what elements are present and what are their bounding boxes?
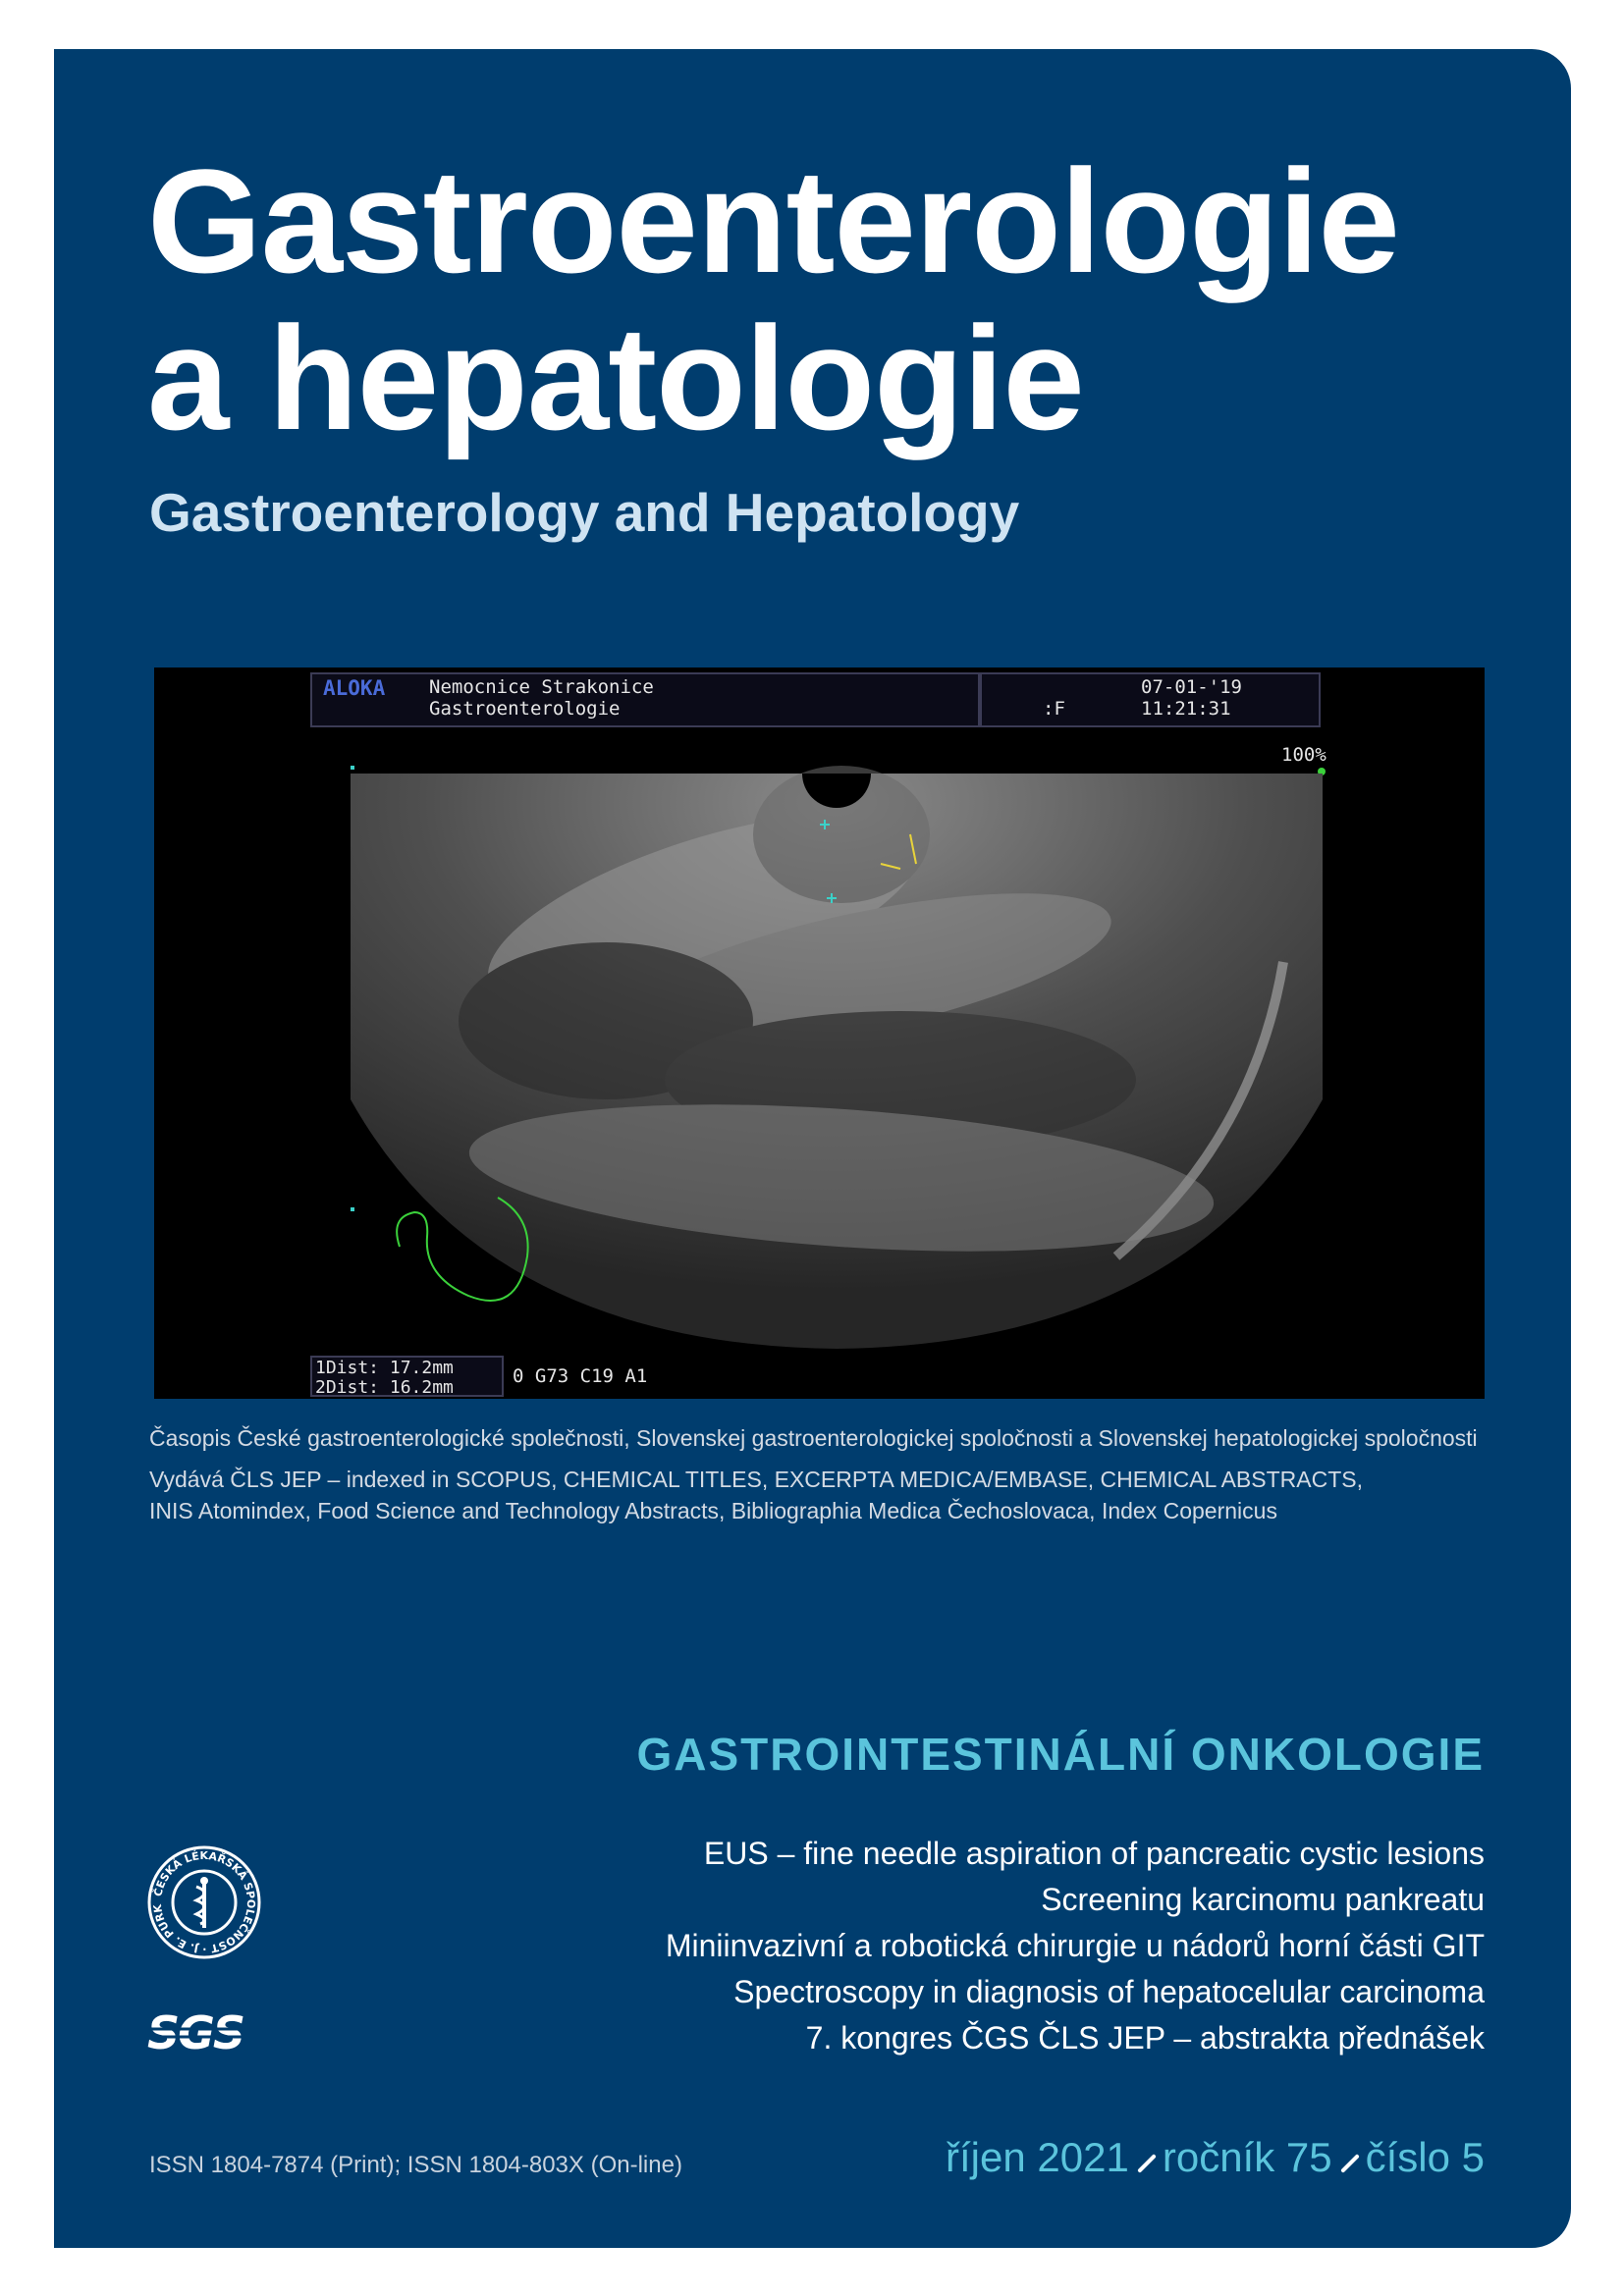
separator-slash-icon	[1342, 2146, 1356, 2175]
article-item: Spectroscopy in diagnosis of hepatocelular carcinoma	[733, 1974, 1485, 2009]
scanner-mode: :F	[1043, 698, 1065, 720]
article-item: Screening karcinomu pankreatu	[1041, 1882, 1485, 1917]
sgs-logo-icon	[145, 2007, 253, 2056]
distance-1: 1Dist: 17.2mm	[315, 1358, 454, 1378]
scanner-department: Gastroenterologie	[429, 698, 621, 720]
caption-line1: Časopis České gastroenterologické společnosti, Slovenskej gastroenterologickej spoločnosti a Slovenskej hepatologickej spoločnosti	[149, 1425, 1478, 1451]
issn: ISSN 1804-7874 (Print); ISSN 1804-803X (On-line)	[149, 2152, 682, 2178]
scanner-date: 07-01-'19	[1141, 676, 1242, 698]
article-item: Miniinvazivní a robotická chirurgie u nádorů horní části GIT	[665, 1928, 1485, 1963]
section-title: GASTROINTESTINÁLNÍ ONKOLOGIE	[636, 1729, 1485, 1780]
journal-subtitle: Gastroenterology and Hepatology	[149, 482, 1020, 543]
separator-slash-icon	[1139, 2146, 1153, 2175]
scanner-time: 11:21:31	[1141, 698, 1231, 720]
sgs-logo-text: SGS	[147, 2007, 244, 2056]
ultrasound-figure	[154, 667, 1485, 1399]
journal-title-line2: a hepatologie	[147, 295, 1084, 460]
article-list	[666, 1831, 1485, 2061]
issue-volume: ročník 75	[1162, 2134, 1332, 2180]
ultrasound-image	[154, 667, 1485, 1399]
article-item: 7. kongres ČGS ČLS JEP – abstrakta přednášek	[805, 2020, 1485, 2056]
cls-jep-logo-text: ČESKÁ LÉKAŘSKÁ SPOLEČNOST · J. E. PURK	[150, 1848, 258, 1956]
caption-line2: Vydává ČLS JEP – indexed in SCOPUS, CHEMICAL TITLES, EXCERPTA MEDICA/EMBASE, CHEMICAL ABSTRACTS,	[149, 1467, 1364, 1492]
scanner-brand: ALOKA	[323, 676, 386, 700]
article-item: EUS – fine needle aspiration of pancreatic cystic lesions	[703, 1836, 1485, 1871]
scanner-params: 0 G73 C19 A1	[513, 1365, 648, 1387]
cls-jep-logo-icon	[145, 1843, 263, 1961]
scanner-hospital: Nemocnice Strakonice	[429, 676, 654, 698]
scanner-gain: 100%	[1281, 744, 1326, 766]
journal-title-line1: Gastroenterologie	[147, 138, 1399, 303]
issue-number: číslo 5	[1365, 2134, 1485, 2180]
distance-2: 2Dist: 16.2mm	[315, 1377, 454, 1398]
issue-info	[946, 2134, 1485, 2181]
issue-date: říjen 2021	[946, 2134, 1129, 2180]
caption-line3: INIS Atomindex, Food Science and Technology Abstracts, Bibliographia Medica Čechoslovaca, Index Copernicus	[149, 1498, 1277, 1523]
